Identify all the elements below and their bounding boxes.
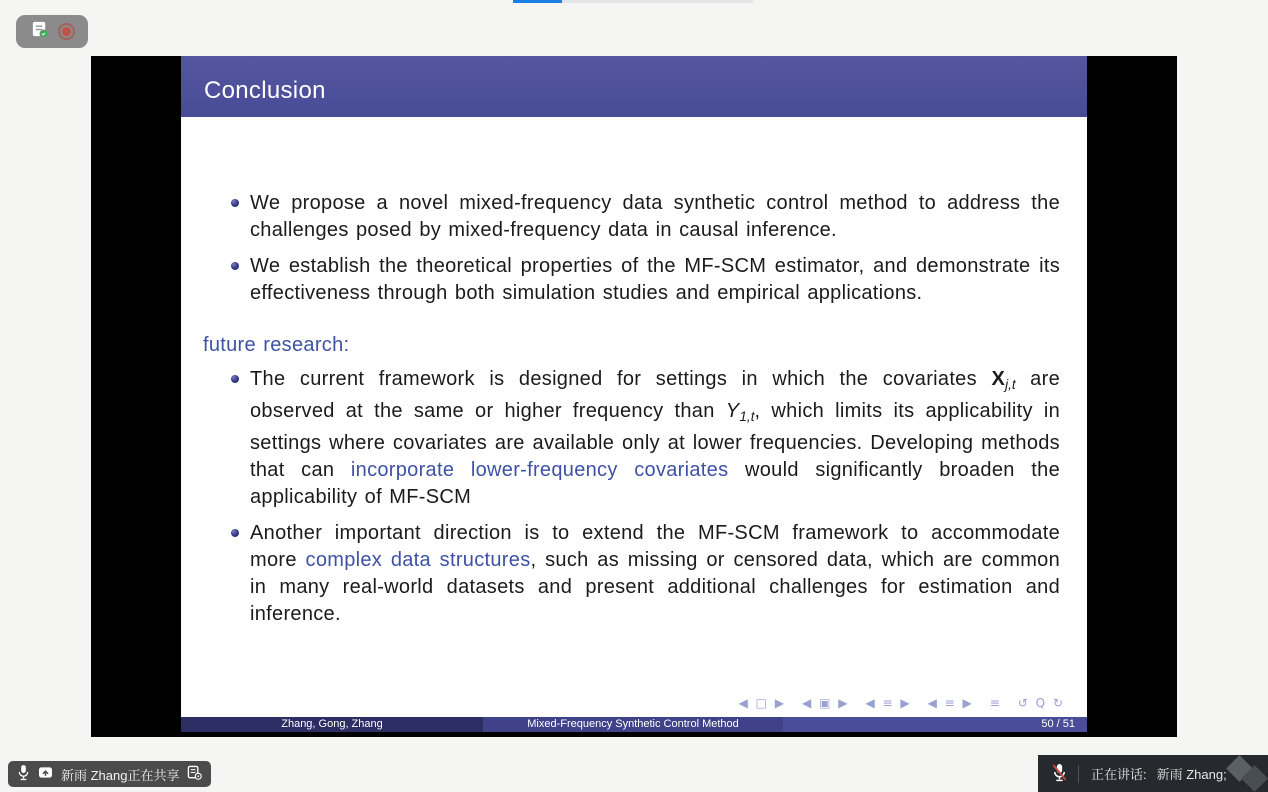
meeting-app-logo-icon [1224,755,1268,792]
screen-share-icon [38,766,53,782]
nav-frames-icon: ◀ ▣ ▶ [802,696,850,710]
record-icon [58,23,75,40]
record-button[interactable] [58,23,75,40]
divider [1078,765,1079,783]
slide-title: Conclusion [204,77,326,104]
bullet-item: We propose a novel mixed-frequency data synthetic control method to address the challenges posed by mixed-frequency data in causal inference. [250,190,1060,244]
presentation-slide [181,56,1087,732]
sharing-status-banner[interactable] [8,761,211,787]
mic-icon [17,764,30,784]
nav-frame-icon: ◀ □ ▶ [738,696,787,710]
bullet-item: We establish the theoretical properties of the MF-SCM estimator, and demonstrate its effectiveness through both simulation studies and empirical applications. [250,253,1060,307]
bullet-item: Another important direction is to extend the MF-SCM framework to accommodate more complex data structures, such as missing or censored data, which are common in many real-world datasets and present additional challenges for estimation and inference. [250,520,1060,628]
nav-document-icon: ≡ [989,696,1002,710]
mic-muted-icon [1052,763,1067,785]
slide-title-bar [181,56,1087,117]
annotation-note-button[interactable] [30,20,49,44]
future-research-label: future research: [203,334,350,356]
note-with-green-check-icon [30,20,49,44]
nav-subsection-icon: ◀ ≡ ▶ [927,696,974,710]
floating-controls [16,15,88,48]
footer-short-title: Mixed-Frequency Synthetic Control Method [483,717,783,732]
speaking-status-bar[interactable] [1038,755,1268,792]
beamer-nav-symbols [739,696,1065,710]
nav-back-search-forward-icon: ↺ Q ↻ [1017,696,1065,710]
footer-authors: Zhang, Gong, Zhang [181,717,483,732]
collapsed-toolbar-handle[interactable] [513,0,753,3]
nav-section-icon: ◀ ≡ ▶ [865,696,912,710]
footer-page-indicator: 50 / 51 [783,717,1087,732]
speaker-name: 新雨 Zhang; [1156,767,1227,782]
speaking-label: 正在讲话: [1091,767,1147,782]
bullet-item: The current framework is designed for settings in which the covariates Xj,t are observed at the same or higher frequency than Y1,t, which limits its applicability in settings where covariates are available only at lower frequencies. Developing methods that can incorporate lower-frequency covariates would significantly broaden the applicability of MF-SCM [250,366,1060,511]
shared-screen-stage [91,56,1177,737]
toolbar-progress-bar [513,0,562,3]
slide-content [181,117,1087,637]
slide-footer [181,717,1087,732]
conclusion-list [250,190,1060,307]
future-research-list [250,366,1060,628]
sharing-status-text: 新雨 Zhang正在共享 [61,767,180,783]
annotation-board-icon[interactable] [187,765,202,783]
